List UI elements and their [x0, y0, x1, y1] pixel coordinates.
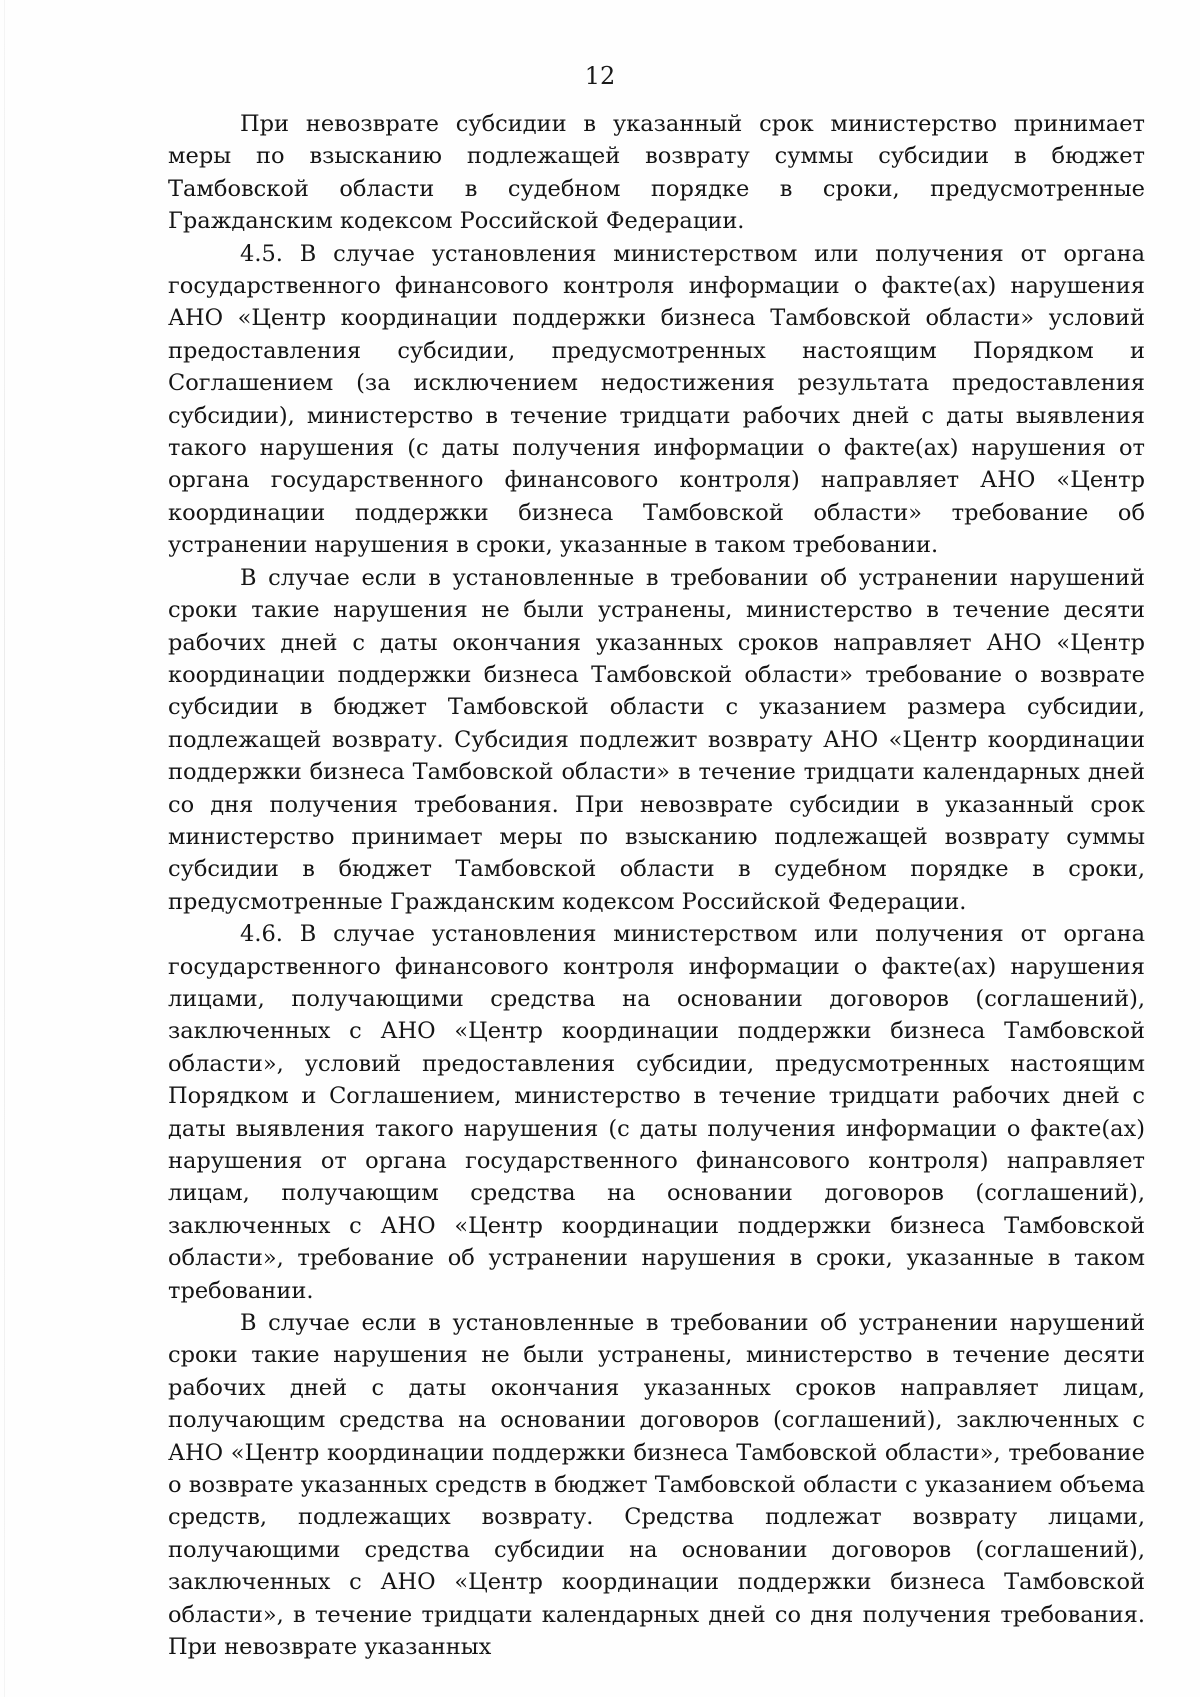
paragraph-4-6-refund: В случае если в установленные в требовании об устранении нарушений сроки такие нарушения не были устранены, министерство в течение десяти рабочих дней с даты окончания указанных сроков направляет лицам, получающим средства на основании договоров (соглашений), заключенных с АНО «Центр координации поддержки бизнеса Тамбовской области», требование о возврате указанных средств в бюджет Тамбовской области с указанием объема средств, подлежащих возврату. Средства подлежат возврату лицами, получающими средства субсидии на основании договоров (соглашений), заключенных с АНО «Центр координации поддержки бизнеса Тамбовской области», в течение тридцати календарных дней со дня получения требования. При невозврате указанных	[168, 1310, 1145, 1661]
paragraph-refund-enforcement: При невозврате субсидии в указанный срок министерство принимает меры по взысканию подлежащей возврату суммы субсидии в бюджет Тамбовской области в судебном порядке в сроки, предусмотренные Гражданским кодексом Российской Федерации.	[168, 111, 1145, 235]
paragraph-4-5-refund: В случае если в установленные в требовании об устранении нарушений сроки такие нарушения не были устранены, министерство в течение десяти рабочих дней с даты окончания указанных сроков направляет АНО «Центр координации поддержки бизнеса Тамбовской области» требование о возврате субсидии в бюджет Тамбовской области с указанием размера субсидии, подлежащей возврату. Субсидия подлежит возврату АНО «Центр координации поддержки бизнеса Тамбовской области» в течение тридцати календарных дней со дня получения требования. При невозврате субсидии в указанный срок министерство принимает меры по взысканию подлежащей возврату суммы субсидии в бюджет Тамбовской области в судебном порядке в сроки, предусмотренные Гражданским кодексом Российской Федерации.	[168, 564, 1145, 915]
paragraph-4-6: 4.6. В случае установления министерством или получения от органа государственного финансового контроля информации о факте(ах) нарушения лицами, получающими средства на основании договоров (соглашений), заключенных с АНО «Центр координации поддержки бизнеса Тамбовской области», условий предоставления субсидии, предусмотренных настоящим Порядком и Соглашением, министерство в течение тридцати рабочих дней с даты выявления такого нарушения (с даты получения информации о факте(ах) нарушения от органа государственного финансового контроля) направляет лицам, получающим средства на основании договоров (соглашений), заключенных с АНО «Центр координации поддержки бизнеса Тамбовской области», требование об устранении нарушения в сроки, указанные в таком требовании.	[168, 921, 1145, 1304]
document-body	[168, 108, 1145, 1664]
scan-edge	[4, 0, 5, 1697]
page-number: 12	[584, 62, 616, 90]
paragraph-4-5: 4.5. В случае установления министерством или получения от органа государственного финансового контроля информации о факте(ах) нарушения АНО «Центр координации поддержки бизнеса Тамбовской области» условий предоставления субсидии, предусмотренных настоящим Порядком и Соглашением (за исключением недостижения результата предоставления субсидии), министерство в течение тридцати рабочих дней с даты выявления такого нарушения (с даты получения информации о факте(ах) нарушения от органа государственного финансового контроля) направляет АНО «Центр координации поддержки бизнеса Тамбовской области» требование об устранении нарушения в сроки, указанные в таком требовании.	[168, 240, 1145, 559]
